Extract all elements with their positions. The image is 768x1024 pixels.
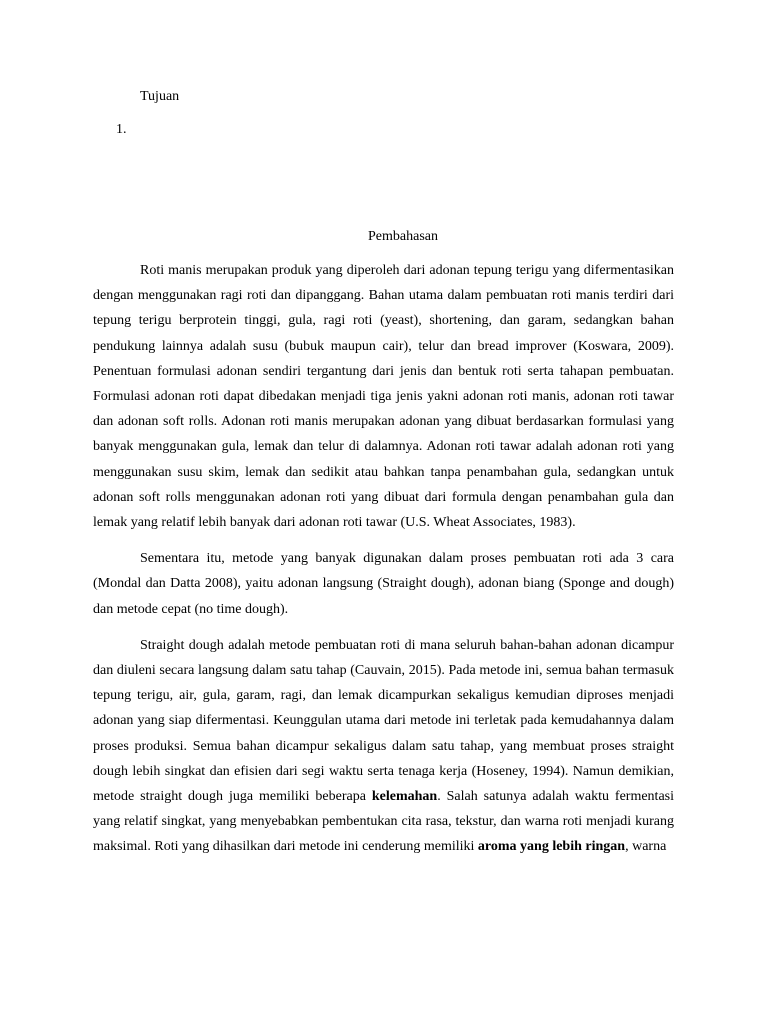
paragraph-text: , warna <box>625 839 667 855</box>
heading-pembahasan: Pembahasan <box>368 229 438 244</box>
paragraph-text: Straight dough adalah metode pembuatan roti di mana seluruh bahan-bahan adonan dicampur dan diuleni secara langsung dalam satu tahap (Cauvain, 2015). Pada metode ini, semua bahan termasuk tepung terigu, air, gula, garam, ragi, dan lemak dicampurkan sekaligus kemudian diproses menjadi adonan yang siap difermentasi. Keunggulan utama dari metode ini terletak pada kemudahannya dalam proses produksi. Semua bahan dicampur sekaligus dalam satu tahap, yang membuat proses straight dough lebih singkat dan efisien dari segi waktu serta tenaga kerja (Hoseney, 1994). Namun demikian, metode straight dough juga memiliki beberapa <box>93 637 674 805</box>
paragraph-text: . Salah satunya adalah waktu fermentasi yang relatif singkat, yang menyebabkan pembentukan cita rasa, tekstur, dan warna roti menjadi kurang maksimal. Roti yang dihasilkan dari metode ini cenderung memiliki <box>93 789 674 855</box>
paragraph-straight-dough <box>93 633 674 860</box>
bold-kelemahan: kelemahan <box>371 789 438 805</box>
list-item-number: 1. <box>116 122 127 137</box>
paragraph-metode: Sementara itu, metode yang banyak digunakan dalam proses pembuatan roti ada 3 cara (Mondal dan Datta 2008), yaitu adonan langsung (Straight dough), adonan biang (Sponge and dough) dan metode cepat (no time dough). <box>93 551 674 617</box>
bold-aroma: aroma yang lebih ringan <box>477 839 626 855</box>
paragraph-roti-manis: Roti manis merupakan produk yang diperoleh dari adonan tepung terigu yang difermentasikan dengan menggunakan ragi roti dan dipanggang. Bahan utama dalam pembuatan roti manis terdiri dari tepung terigu berprotein tinggi, gula, ragi roti (yeast), shortening, dan garam, sedangkan bahan pendukung lainnya adalah susu (bubuk maupun cair), telur dan bread improver (Koswara, 2009). Penentuan formulasi adonan sendiri tergantung dari jenis dan bentuk roti serta tahapan pembuatan. Formulasi adonan roti dapat dibedakan menjadi tiga jenis yakni adonan roti manis, adonan roti tawar dan adonan soft rolls. Adonan roti manis merupakan adonan yang dibuat berdasarkan formulasi yang banyak menggunakan gula, lemak dan telur di dalamnya. Adonan roti tawar adalah adonan roti yang menggunakan susu skim, lemak dan sedikit atau bahkan tanpa penambahan gula, sedangkan untuk adonan soft rolls menggunakan adonan roti yang dibuat dari formula dengan penambahan gula dan lemak yang relatif lebih banyak dari adonan roti tawar (U.S. Wheat Associates, 1983). <box>93 263 674 531</box>
body-text <box>93 258 674 871</box>
heading-tujuan: Tujuan <box>140 89 180 104</box>
